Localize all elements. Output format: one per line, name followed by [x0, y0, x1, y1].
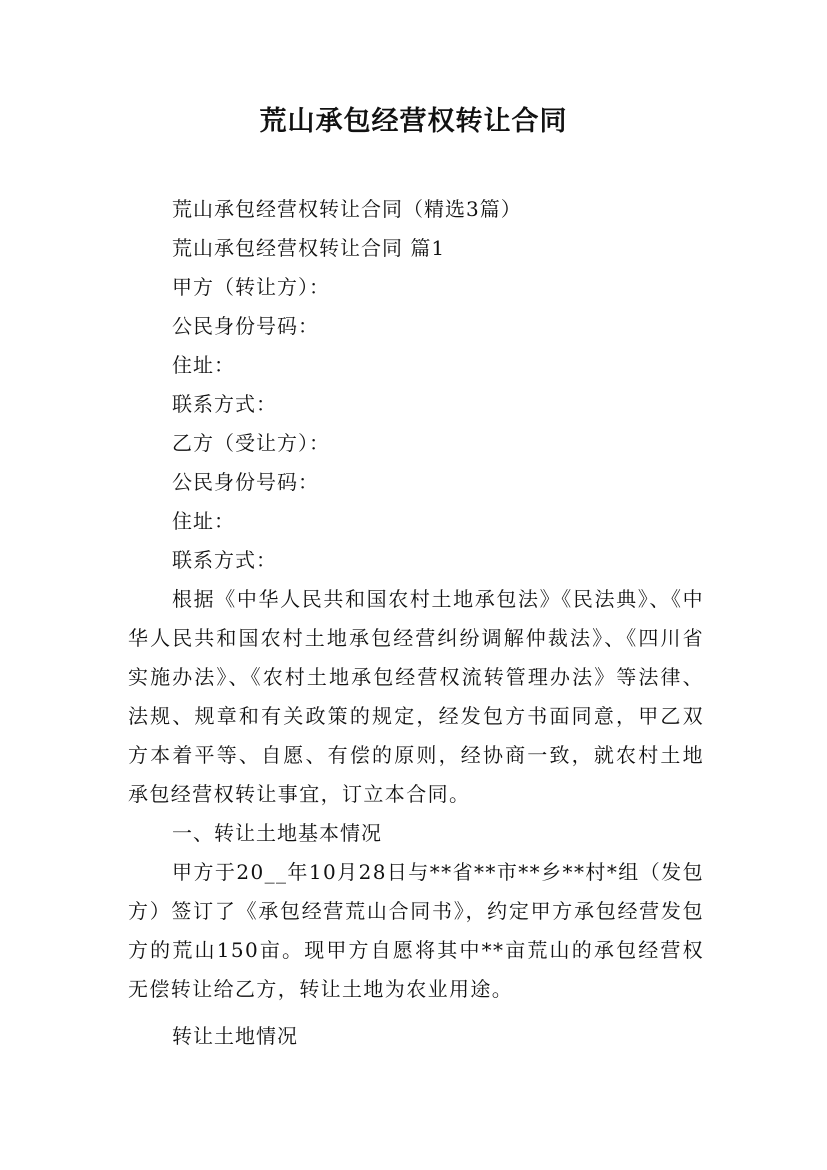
party-a-label: 甲方（转让方）： — [172, 275, 330, 299]
document-subtitle: 荒山承包经营权转让合同（精选3篇） — [172, 197, 522, 221]
party-b-contact-label: 联系方式： — [172, 548, 277, 572]
party-a-id-label: 公民身份号码： — [172, 314, 319, 338]
party-a-address-label: 住址： — [172, 353, 235, 377]
party-b-label: 乙方（受让方）： — [172, 431, 330, 455]
clause-1-heading: 一、转让土地基本情况 — [172, 821, 382, 845]
paragraph-spacer — [128, 1009, 704, 1017]
document-title: 荒山承包经营权转让合同 — [259, 106, 568, 137]
preamble-paragraph: 根据《中华人民共和国农村土地承包法》《民法典》、《中华人民共和国农村土地承包经营纠纷调解仲裁法》、《四川省实施办法》、《农村土地承包经营权流转管理办法》等法律、法规、规章和有关政策的规定，经发包方书面同意，甲乙双方本着平等、自愿、有偿的原则，经协商一致，就农村土地承包经营权转让事宜，订立本合同。 — [128, 587, 704, 806]
document-body — [128, 190, 704, 1056]
party-a-contact-label: 联系方式： — [172, 392, 277, 416]
section-heading: 荒山承包经营权转让合同 篇1 — [172, 236, 446, 260]
clause-1-sub-heading: 转让土地情况 — [172, 1024, 298, 1048]
party-b-id-label: 公民身份号码： — [172, 470, 319, 494]
party-b-address-label: 住址： — [172, 509, 235, 533]
clause-1-paragraph: 甲方于20__年10月28日与**省**市**乡**村*组（发包方）签订了《承包经营荒山合同书》，约定甲方承包经营发包方的荒山150亩。现甲方自愿将其中**亩荒山的承包经营权无偿转让给乙方，转让土地为农业用途。 — [128, 860, 704, 1001]
